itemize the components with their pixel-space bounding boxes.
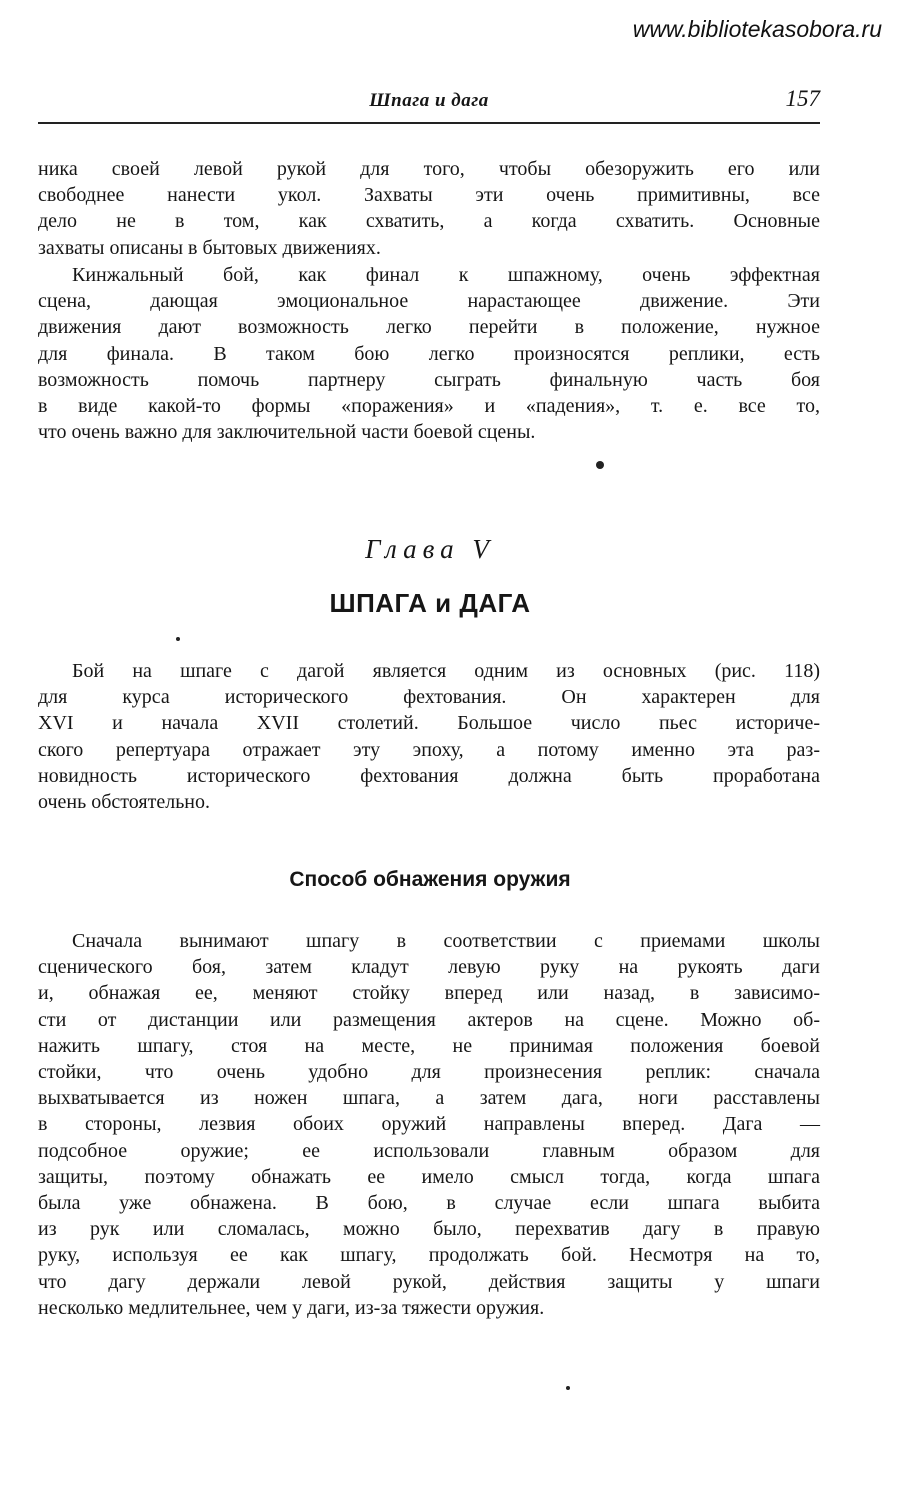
text-line: подсобное оружие; ее использовали главным образом для (38, 1139, 820, 1162)
text-line: в виде какой-то формы «поражения» и «падения», т. е. все то, (38, 395, 820, 418)
text-line: Бой на шпаге с дагой является одним из основных (рис. 118) (72, 660, 820, 682)
running-title: Шпага и дага (369, 90, 489, 111)
text-line: защиты, поэтому обнажать ее имело смысл тогда, когда шпага (38, 1165, 820, 1188)
text-line: что дагу держали левой рукой, действия защиты у шпаги (38, 1270, 820, 1293)
text-line: ского репертуара отражает эту эпоху, а потому именно эта раз- (38, 738, 820, 761)
text-line: сценического боя, затем кладут левую руку на рукоять даги (38, 956, 820, 979)
section-title: Способ обнажения оружия (289, 868, 571, 891)
text-line: ника своей левой рукой для того, чтобы обезоружить его или (38, 158, 820, 180)
intro-paragraph-1 (38, 156, 820, 261)
text-line: свободнее нанести укол. Захваты эти очень примитивны, все (38, 184, 820, 207)
text-line: несколько медлительнее, чем у даги, из-за тяжести оружия. (38, 1296, 545, 1319)
text-line: руку, используя ее как шпагу, продолжать бой. Несмотря на то, (38, 1244, 820, 1267)
site-watermark: www.bibliotekasobora.ru (632, 16, 882, 42)
section-paragraph (38, 928, 820, 1321)
text-line: сцена, дающая эмоциональное нарастающее движение. Эти (38, 290, 820, 313)
text-line: из рук или сломалась, можно было, перехватив дагу в правую (38, 1218, 820, 1241)
text-line: возможность помочь партнеру сыграть финальную часть боя (38, 368, 820, 391)
text-line: стойки, что очень удобно для произнесения реплик: сначала (38, 1061, 820, 1084)
chapter-label: Глава V (365, 534, 495, 564)
running-header (38, 86, 820, 124)
text-line: Кинжальный бой, как финал к шпажному, очень эффектная (72, 264, 820, 286)
text-line: нажить шпагу, стоя на месте, не принимая положения боевой (38, 1034, 820, 1057)
text-line: была уже обнажена. В бою, в случае если шпага выбита (38, 1192, 820, 1215)
print-speck (596, 461, 604, 469)
text-line: дело не в том, как схватить, а когда схватить. Основные (38, 210, 820, 233)
text-line: новидность исторического фехтования должна быть проработана (38, 764, 820, 787)
text-line: и, обнажая ее, меняют стойку вперед или назад, в зависимо- (38, 982, 820, 1005)
text-line: движения дают возможность легко перейти в положение, нужное (38, 316, 820, 339)
text-line: для финала. В таком бою легко произносятся реплики, есть (38, 342, 820, 365)
text-line: захваты описаны в бытовых движениях. (38, 236, 381, 259)
print-speck (566, 1386, 570, 1390)
text-line: сти от дистанции или размещения актеров на сцене. Можно об- (38, 1008, 820, 1031)
text-line: очень обстоятельно. (38, 791, 211, 814)
text-line: выхватывается из ножен шпага, а затем дага, ноги расставлены (38, 1087, 820, 1110)
text-line: Сначала вынимают шпагу в соответствии с приемами школы (72, 930, 820, 952)
text-line: что очень важно для заключительной части боевой сцены. (38, 421, 536, 444)
chapter-paragraph (38, 658, 820, 815)
intro-paragraph-2 (38, 262, 820, 445)
text-line: XVI и начала XVII столетий. Большое число пьес историче- (38, 712, 820, 735)
page-number: 157 (785, 86, 820, 111)
text-line: для курса исторического фехтования. Он характерен для (38, 686, 820, 709)
chapter-title: ШПАГА и ДАГА (329, 588, 531, 618)
text-line: в стороны, лезвия обоих оружий направлены вперед. Дага — (38, 1113, 820, 1136)
print-speck (176, 637, 180, 641)
